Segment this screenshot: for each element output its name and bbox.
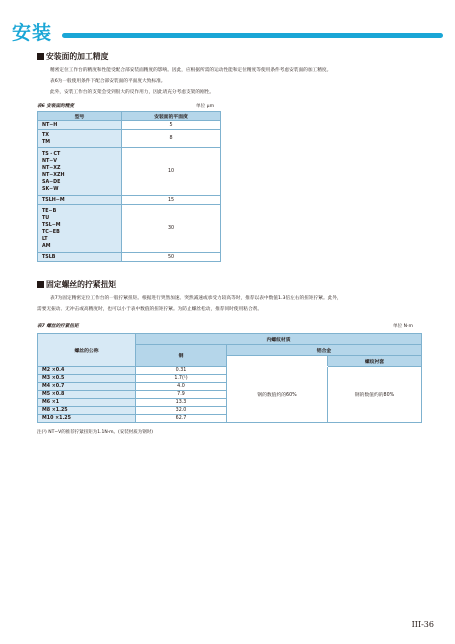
page-header [12, 22, 445, 44]
table7-steel-cell: 32.0 [136, 407, 227, 415]
table6-model-cell: TSLH−M [38, 196, 122, 205]
table6-header-model: 型号 [38, 112, 122, 121]
table7-aluminum-note: 钢的数值约的60% [227, 367, 328, 423]
table6-unit: 单位 μm [196, 104, 215, 109]
table7-unit: 单位 N·m [393, 324, 414, 329]
section1-heading: 安装面的加工精度 [46, 52, 109, 61]
table7-bolt-cell: M3 ×0.5 [38, 375, 136, 383]
page-number: III-36 [411, 620, 434, 629]
table7-bolt-cell: M5 ×0.8 [38, 391, 136, 399]
section1-paragraph-2: 表6为一般使用条件下配合部安装面的平面度大致标准。 [50, 79, 166, 84]
square-bullet-icon [37, 281, 44, 288]
table6-model-cell: TX TM [38, 130, 122, 148]
table6-model-cell: NT−H [38, 121, 122, 130]
title-rule [62, 33, 443, 38]
table7-steel-cell: 62.7 [136, 415, 227, 423]
table7-steel-cell: 4.0 [136, 383, 227, 391]
table7-bolt-cell: M10 ×1.25 [38, 415, 136, 423]
table6-model-cell: TE−B TU TSL−M TC−EB LT AM [38, 205, 122, 253]
square-bullet-icon [37, 53, 44, 60]
table7-header-insert: 螺纹衬套 [328, 356, 422, 367]
table7-caption: 表7 螺丝的拧紧扭矩 [37, 324, 79, 329]
table6-header-flatness: 安装面的平面度 [122, 112, 221, 121]
section2-paragraph-2: 需要无振动、无冲击或高精度时，也可以小于表中数值的扭矩拧紧。为防止螺丝松动，推荐同时使用粘合剂。 [37, 307, 263, 312]
table6-value-cell: 8 [122, 130, 221, 148]
table6-value-cell: 15 [122, 196, 221, 205]
table7-steel-cell: 1.7(¹) [136, 375, 227, 383]
section2-heading: 固定螺丝的拧紧扭矩 [46, 280, 117, 289]
table7-header-steel: 钢 [136, 345, 227, 367]
table7-bolt-cell: M2 ×0.4 [38, 367, 136, 375]
table6-value-cell: 10 [122, 148, 221, 196]
table6-flatness [37, 111, 221, 262]
table6-value-cell: 30 [122, 205, 221, 253]
table7-bolt-cell: M4 ×0.7 [38, 383, 136, 391]
table7-insert-note: 钢的数值约的80% [328, 367, 422, 423]
table6-value-cell: 50 [122, 253, 221, 262]
table7-bolt-cell: M8 ×1.25 [38, 407, 136, 415]
table7-header-bolt: 螺丝的公称 [38, 334, 136, 367]
table6-model-cell: TSLB [38, 253, 122, 262]
page-title: 安装 [12, 22, 53, 44]
section1-paragraph-1: 精密定位工作台的精度和性能受配合部安装面精度的影响。因此，应根据所需的运动性能和定位精度等使用条件考虑安装面的加工精度。 [50, 68, 332, 73]
section2-paragraph-1: 表7为固定精密定位工作台的一般拧紧扭矩。根据进行突然加速、突然减速或承受力较高等时，推荐以表中数值1.3倍左右的扭矩拧紧。此外， [50, 296, 342, 301]
table7-bolt-cell: M6 ×1 [38, 399, 136, 407]
table7-torque [37, 333, 422, 423]
table6-caption: 表6 安装面的精度 [37, 104, 74, 109]
table7-header-material: 内螺纹材质 [136, 334, 422, 345]
section-heading-mounting [37, 52, 108, 62]
table6-value-cell: 5 [122, 121, 221, 130]
table7-steel-cell: 13.3 [136, 399, 227, 407]
table6-model-cell: TS・CT NT−V NT−XZ NT−XZH SA−DE SK−W [38, 148, 122, 196]
table7-header-aluminum-blank [227, 356, 328, 367]
table7-header-aluminum: 铝合金 [227, 345, 422, 356]
table7-steel-cell: 0.31 [136, 367, 227, 375]
section1-paragraph-3: 此外，安装工作台的支架会受到很大的反作用力，因此请充分考虑支架的刚性。 [50, 90, 215, 95]
table7-footnote: 注(¹) NT−V的推荐拧紧扭矩为1.1N·m。(安装材质为钢时) [37, 430, 154, 435]
section-heading-torque [37, 280, 116, 290]
table7-steel-cell: 7.9 [136, 391, 227, 399]
